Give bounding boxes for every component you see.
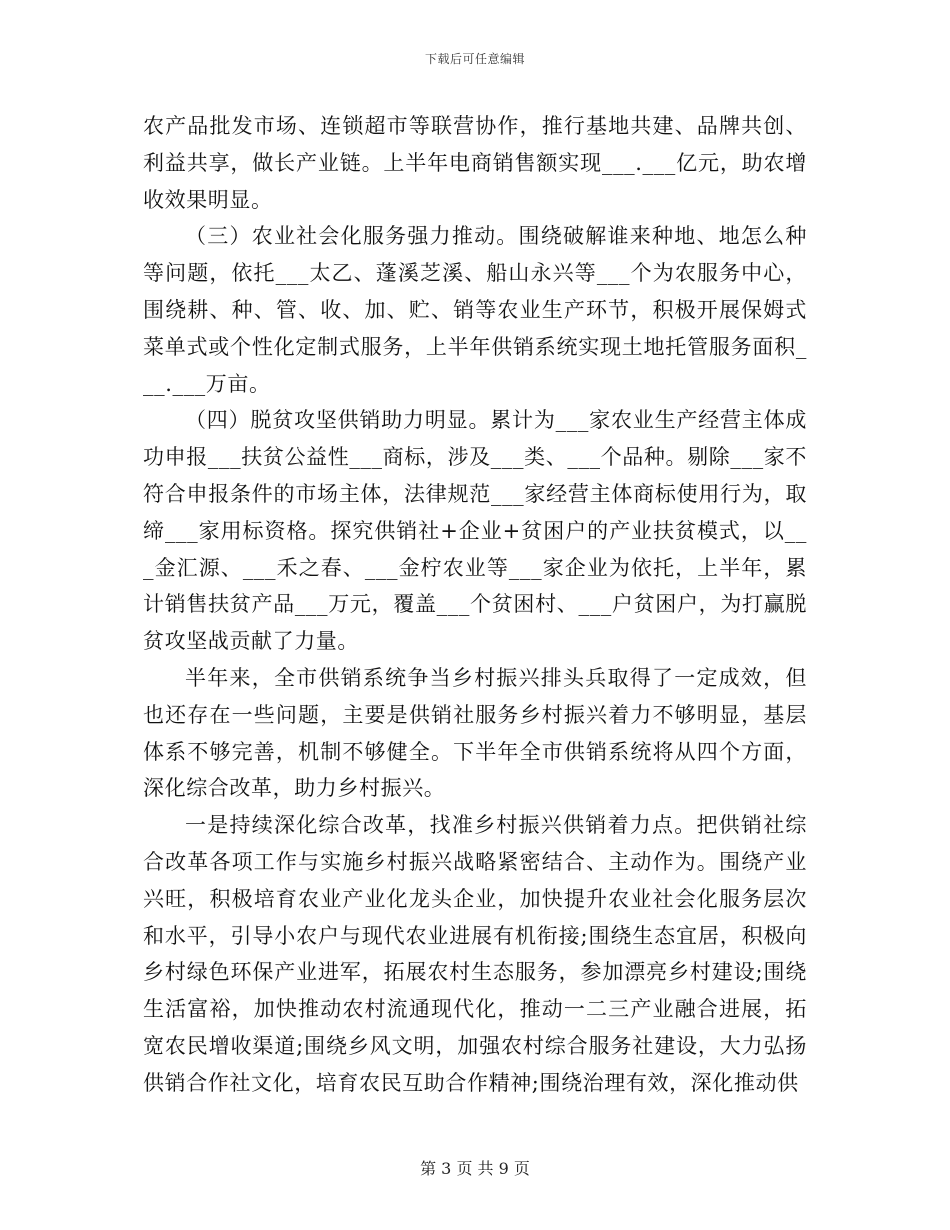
paragraph-section-four: （四）脱贫攻坚供销助力明显。累计为___家农业生产经营主体成功申报___扶贫公益性___商标，涉及___类、___个品种。剔除___家不符合申报条件的市场主体，法律规范___家经营主体商标使用行为，取缔___家用标资格。探究供销社+企业+贫困户的产业扶贫模式，以___金汇源、___禾之春、___金柠农业等___家企业为依托，上半年，累计销售扶贫产品___万元，覆盖___个贫困村、___户贫困户，为打赢脱贫攻坚战贡献了力量。 <box>143 408 807 654</box>
document-body <box>143 108 807 1102</box>
paragraph-section-three: （三）农业社会化服务强力推动。围绕破解谁来种地、地怎么种等问题，依托___太乙、蓬溪芝溪、船山永兴等___个为农服务中心，围绕耕、种、管、收、加、贮、销等农业生产环节，积极开展保姆式菜单式或个性化定制式服务，上半年供销系统实现土地托管服务面积___.___万亩。 <box>143 224 807 396</box>
paragraph-continued: 农产品批发市场、连锁超市等联营协作，推行基地共建、品牌共创、利益共享，做长产业链。上半年电商销售额实现___.___亿元，助农增收效果明显。 <box>143 114 807 212</box>
page-header: 下载后可任意编辑 <box>424 52 525 66</box>
paragraph-half-year-summary: 半年来，全市供销系统争当乡村振兴排头兵取得了一定成效，但也还存在一些问题，主要是供销社服务乡村振兴着力不够明显，基层体系不够完善，机制不够健全。下半年全市供销系统将从四个方面，深化综合改革，助力乡村振兴。 <box>143 665 807 801</box>
page-number: 第 3 页 共 9 页 <box>420 1159 530 1178</box>
paragraph-point-one: 一是持续深化综合改革，找准乡村振兴供销着力点。把供销社综合改革各项工作与实施乡村振兴战略紧密结合、主动作为。围绕产业兴旺，积极培育农业产业化龙头企业，加快提升农业社会化服务层次和水平，引导小农户与现代农业进展有机衔接;围绕生态宜居，积极向乡村绿色环保产业进军，拓展农村生态服务，参加漂亮乡村建设;围绕生活富裕，加快推动农村流通现代化，推动一二三产业融合进展，拓宽农民增收渠道;围绕乡风文明，加强农村综合服务社建设，大力弘扬供销合作社文化，培育农民互助合作精神;围绕治理有效，深化推动供 <box>143 813 807 1095</box>
